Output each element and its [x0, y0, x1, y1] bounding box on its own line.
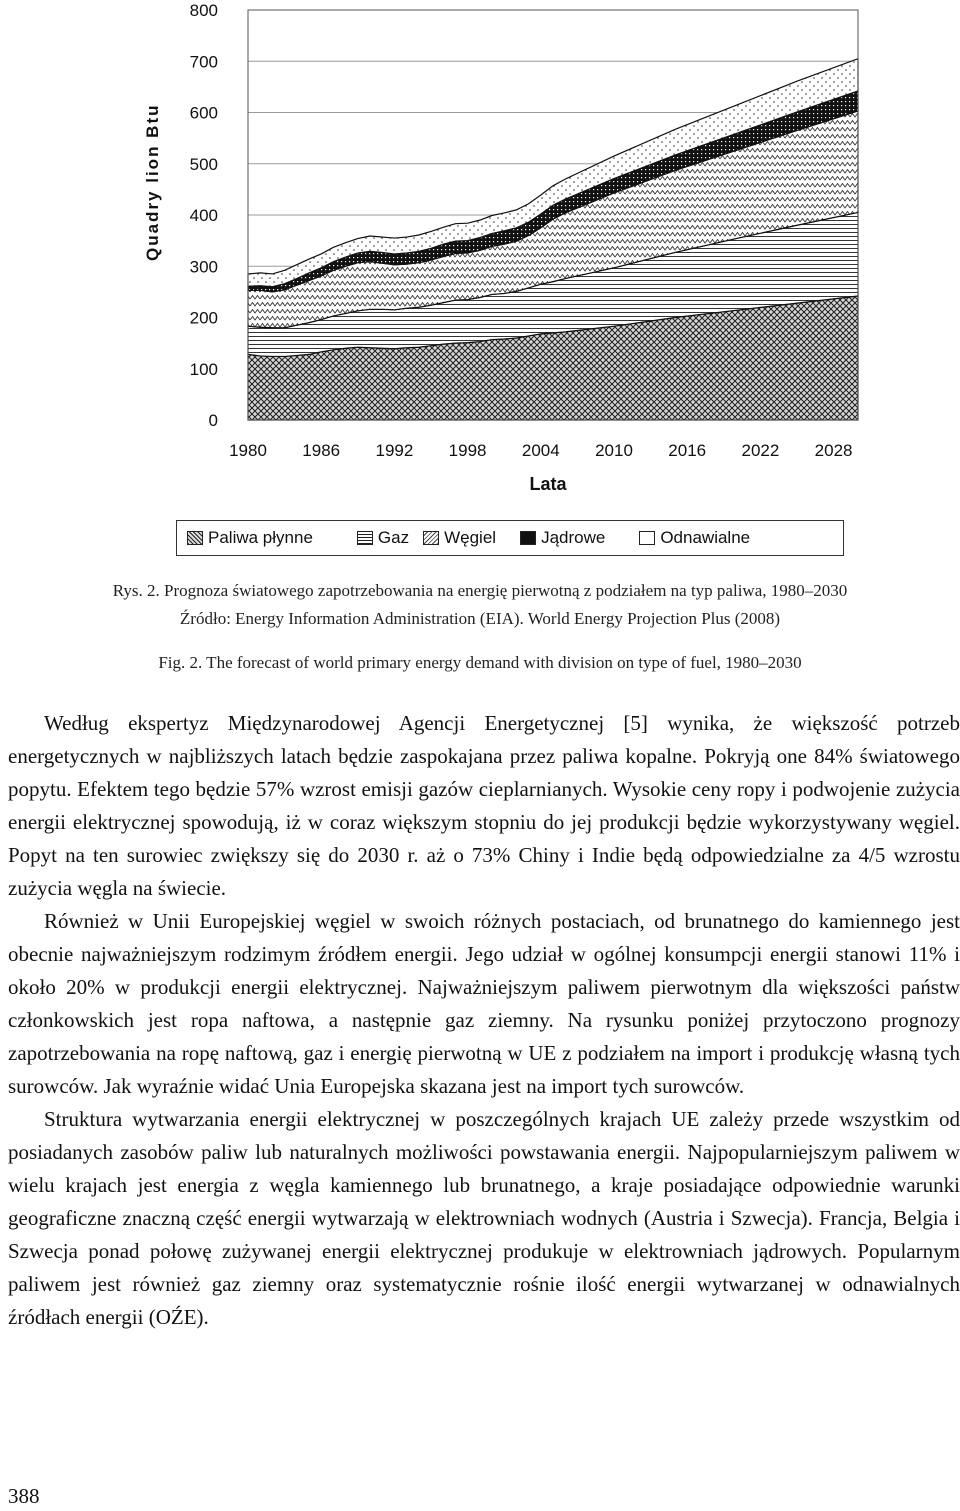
y-tick-label: 300 — [189, 257, 218, 277]
y-tick-label: 0 — [208, 411, 218, 430]
y-tick-labels — [190, 1, 218, 430]
legend-item-gas — [357, 528, 409, 548]
zigzag-pattern-icon — [423, 531, 439, 545]
figure-source: Źródło: Energy Information Administration (EIA). World Energy Projection Plus (2008) — [179, 609, 781, 628]
figure-caption-english: Fig. 2. The forecast of world primary energy demand with division on type of fuel, 1980–2030 — [158, 653, 802, 672]
y-tick-label: 200 — [189, 308, 218, 328]
x-axis-title: Lata — [529, 474, 567, 494]
y-tick-label: 600 — [189, 103, 218, 123]
y-tick-label: 100 — [189, 359, 218, 379]
x-tick-label: 1980 — [229, 441, 267, 460]
legend-label-renewables: Odnawialne — [660, 528, 751, 547]
paragraph: Struktura wytwarzania energii elektrycznej w poszczególnych krajach UE zależy przede wszystkim od posiadanych zasobów paliw lub naturalnych możliwości powstawania energii. Najpopularniejszym paliwem w wielu krajach jest energia z węgla kamiennego lub brunatnego, a kraje posiadające odpowiednie warunki geograficzne znaczną część energii wytwarzają w elektrowniach wodnych (Austria i Szwecja). Francja, Belgia i Szwecja ponad połowę zużywanej energii elektrycznej produkuje w elektrowniach jądrowych. Popularnym paliwem jest również gaz ziemny oraz systematycznie rośnie ilość energii wytwarzanej w odnawialnych źródłach energii (OŹE). — [8, 1107, 960, 1329]
paragraph: Według ekspertyz Międzynarodowej Agencji Energetycznej [5] wynika, że większość potrzeb energetycznych w najbliższych latach będzie zaspokajana przez paliwa kopalne. Pokryją one 84% światowego popytu. Efektem tego będzie 57% wzrost emisji gazów cieplarnianych. Wysokie ceny ropy i podwojenie zużycia energii elektrycznej spowodują, iż w coraz większym stopniu do jej produkcji będzie wykorzystywany węgiel. Popyt na ten surowiec zwiększy się do 2030 r. aż o 73% Chiny i Indie będą odpowiedzialne za 4/5 wzrostu zużycia węgla na świecie. — [8, 711, 960, 900]
legend-item-nuclear — [520, 528, 605, 548]
y-tick-label: 800 — [189, 1, 218, 20]
black-dotted-pattern-icon — [520, 531, 536, 545]
legend-item-renewables — [639, 528, 750, 548]
x-tick-label: 1998 — [448, 441, 487, 460]
figure-caption-polish: Rys. 2. Prognoza światowego zapotrzebowania na energię pierwotną z podziałem na typ paliwa, 1980–2030 — [112, 581, 848, 600]
chart-legend — [176, 520, 844, 556]
x-tick-label: 1992 — [375, 441, 414, 460]
x-tick-labels — [229, 441, 852, 460]
page-number: 388 — [8, 1484, 40, 1508]
x-tick-label: 2004 — [521, 441, 560, 460]
x-tick-label: 1986 — [302, 441, 341, 460]
paragraph: Również w Unii Europejskiej węgiel w swoich różnych postaciach, od brunatnego do kamiennego jest obecnie najważniejszym rodzimym źródłem energii. Jego udział w ogólnej konsumpcji energii stanowi 11% i około 20% w produkcji energii elektrycznej. Najważniejszym paliwem pierwotnym dla większości państw członkowskich jest ropa naftowa, a następnie gaz ziemny. Na rysunku poniżej przytoczono prognozy zapotrzebowania na ropę naftową, gaz i energię pierwotną w UE z podziałem na import i produkcję własną tych surowców. Jak wyraźnie widać Unia Europejska skazana jest na import tych surowców. — [8, 909, 960, 1098]
x-tick-label: 2028 — [814, 441, 853, 460]
x-tick-label: 2010 — [595, 441, 633, 460]
crosshatch-pattern-icon — [187, 531, 203, 545]
white-dotted-pattern-icon — [639, 531, 655, 545]
legend-label-nuclear: Jądrowe — [541, 528, 606, 547]
legend-label-liquid: Paliwa płynne — [208, 528, 313, 547]
y-tick-label: 400 — [189, 206, 218, 225]
legend-item-coal — [423, 528, 496, 548]
y-axis-title: Quadry lion Btu — [143, 103, 162, 261]
body-text — [8, 707, 960, 1334]
legend-label-gas: Gaz — [377, 528, 410, 547]
y-tick-label: 700 — [189, 52, 218, 72]
legend-label-coal: Węgiel — [444, 528, 497, 547]
y-tick-label: 500 — [189, 154, 218, 174]
horizontal-lines-pattern-icon — [357, 531, 373, 545]
energy-demand-chart — [0, 0, 960, 505]
legend-item-liquid — [187, 528, 313, 548]
x-tick-label: 2022 — [741, 441, 780, 460]
x-tick-label: 2016 — [668, 441, 707, 460]
